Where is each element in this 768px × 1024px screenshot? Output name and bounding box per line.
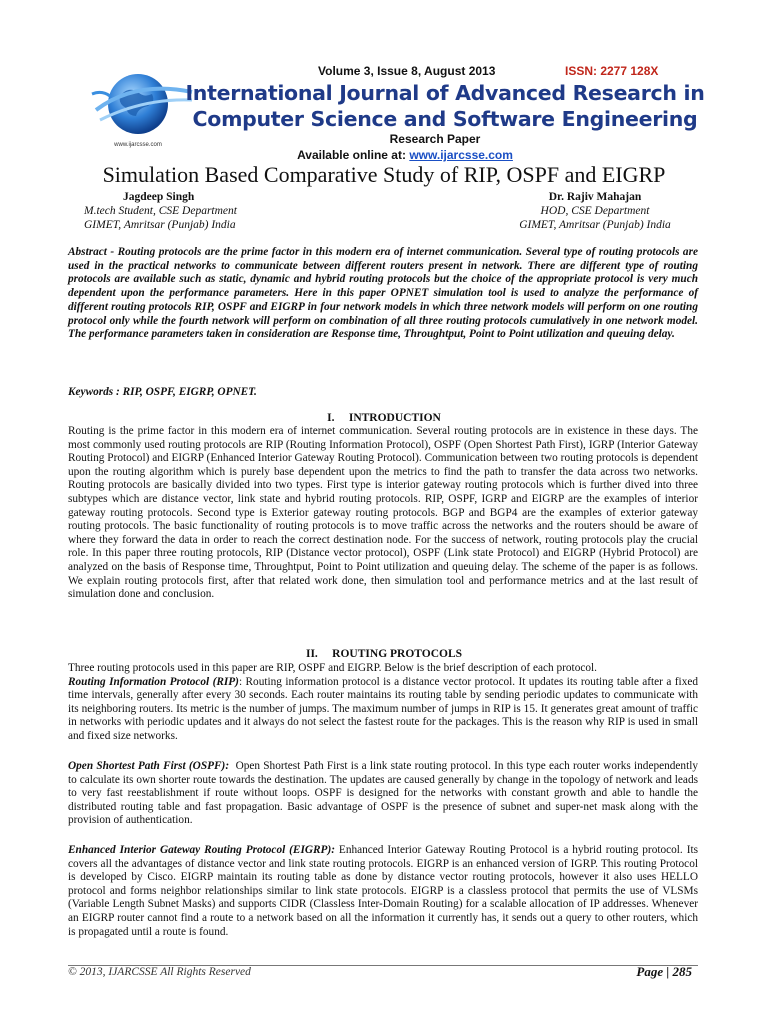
author-affiliation: GIMET, Amritsar (Punjab) India: [519, 219, 671, 231]
author-role: HOD, CSE Department: [540, 205, 650, 217]
section-heading-introduction: I. INTRODUCTION: [327, 412, 441, 424]
available-label: Available online at:: [297, 148, 410, 162]
ospf-paragraph: [68, 760, 701, 828]
rip-lead: Routing Information Protocol (RIP): [68, 675, 239, 688]
page-number: Page | 285: [636, 964, 692, 979]
abstract: Abstract - Routing protocols are the prime factor in this modern era of internet communication. Several type of routing protocols are used in the practical networks to communicate between different routers present in network. There are different type of routing protocols are available such as static, dynamic and hybrid routing protocols but the choice of the appropriate protocol is very much dependent upon the performance parameters. Here in this paper OPNET simulation tool is used to analyze the performance of different routing protocols RIP, OSPF and EIGRP in four network models in which three network models will perform on one routing protocol only while the fourth network will perform on combination of all three routing protocols cumulatively in one network model. The performance parameters taken in consideration are Response time, Throughtput, Point to Point utilization and queuing delay.: [68, 246, 698, 341]
logo-caption: www.ijarcsse.com: [114, 142, 162, 148]
ospf-lead: Open Shortest Path First (OSPF):: [68, 760, 230, 772]
journal-title: [180, 80, 710, 132]
availability: [0, 148, 768, 162]
routing-protocols-intro: Three routing protocols used in this paper are RIP, OSPF and EIGRP. Below is the brief description of each protocol.: [68, 662, 597, 674]
section-heading-routing-protocols: II. ROUTING PROTOCOLS: [305, 648, 463, 660]
eigrp-lead: Enhanced Interior Gateway Routing Protocol (EIGRP):: [68, 844, 335, 856]
author-2: [510, 190, 680, 232]
copyright: © 2013, IJARCSSE All Rights Reserved: [68, 966, 251, 978]
issn: ISSN: 2277 128X: [565, 64, 659, 78]
journal-link[interactable]: www.ijarcsse.com: [409, 148, 513, 162]
eigrp-text: Enhanced Interior Gateway Routing Protocol is a hybrid routing protocol. Its covers all the advantages of distance vector and link state routing protocols. EIGRP is an enhanced version of IGRP. This routing Protocol is developed by Cisco. EIGRP maintain its routing table as done by distance vector routing protocols, however it also uses HELLO protocol and forms neighbor relationships similar to link state protocols. EIGRP is a classless protocol that permits the use of VLSMs (Variable Length Subnet Masks) and supports CIDR (Classless Inter-Domain Routing) for a scalable allocation of IP addresses. Whenever an EIGRP router cannot find a route to a network based on all the information it currently has, it sends out a query to other routers, which is propagated until a route is found.: [68, 844, 698, 938]
journal-title-line2: Computer Science and Software Engineering: [192, 107, 698, 131]
author-name: Dr. Rajiv Mahajan: [548, 191, 642, 203]
author-name: Jagdeep Singh: [123, 191, 195, 203]
ospf-text: Open Shortest Path First is a link state routing protocol. In this type each router works independently to calculate its own shorter route towards the destination. The updates are caused generally by change in the topology of network and leads to very fast reestablishment if route without loops. OSPF is designed for the networks with constant growth and able to handle the distributed routing table and fast propagation. Basic advantage of OSPF is the presence of subnet and super-net mask along with the provision of authentication.: [68, 760, 701, 827]
author-1: [84, 190, 237, 232]
author-affiliation: GIMET, Amritsar (Punjab) India: [84, 219, 236, 231]
journal-title-line1: International Journal of Advanced Research in: [185, 81, 705, 105]
paper-title: Simulation Based Comparative Study of RIP, OSPF and EIGRP: [102, 162, 666, 187]
routing-protocols-section: [68, 662, 698, 744]
volume-info: Volume 3, Issue 8, August 2013: [318, 64, 496, 78]
rip-text: : Routing information protocol is a distance vector protocol. It updates its routing table after a fixed time intervals, generally after every 30 seconds. Each router maintains its routing table by sending periodic updates to communicate with its neighboring routers. Its metric is the number of jumps. The maximum number of jumps in RIP is 15. It generates great amount of traffic in networks with periodic updates and it always do not select the fastest route for the packages. This is the reason why RIP is used in small and fixed size networks.: [68, 675, 698, 742]
author-role: M.tech Student, CSE Department: [84, 205, 237, 217]
introduction-paragraph: Routing is the prime factor in this modern era of internet communication. Several routing protocols are in existence in these days. The most commonly used routing protocols are RIP (Routing Information Protocol), OSPF (Open Shortest Path First), IGRP (Interior Gateway Routing Protocol) and EIGRP (Enhanced Interior Gateway Routing Protocol). Communication between two routing protocols is dependent upon the routing algorithm which is purely base dependent upon the metrics to find the path to transfer the data across two networks. Routing protocols are basically divided into two types. First type is interior gateway routing protocols which is further dived into three subtypes which are distance vector, link state and hybrid routing protocols. RIP, OSPF, IGRP and EIGRP are the examples of interior gateway routing protocols. Second type is Exterior gateway routing protocols. BGP and BGP4 are the examples of exterior gateway routing protocols. The basic functionality of routing protocols is to move traffic across the networks and the routers should be aware of where they forward the data in order to reach the correct destination node. For the success of network, routing protocols play the crucial role. In this paper three routing protocols, RIP (Distance vector protocol), OSPF (Link state Protocol) and EIGRP (Hybrid Protocol) are analyzed on the basis of Response time, Throughtput, Point to Point utilization and queuing delay. The scheme of the paper is as follows. We explain routing protocols first, after that related work done, then simulation tool and performance metrics and at the last result of simulation done and conclusion.: [68, 425, 698, 601]
rip-paragraph: [68, 676, 698, 744]
paper-type: Research Paper: [389, 132, 481, 146]
eigrp-paragraph: [68, 844, 698, 939]
keywords: Keywords : RIP, OSPF, EIGRP, OPNET.: [68, 386, 257, 398]
